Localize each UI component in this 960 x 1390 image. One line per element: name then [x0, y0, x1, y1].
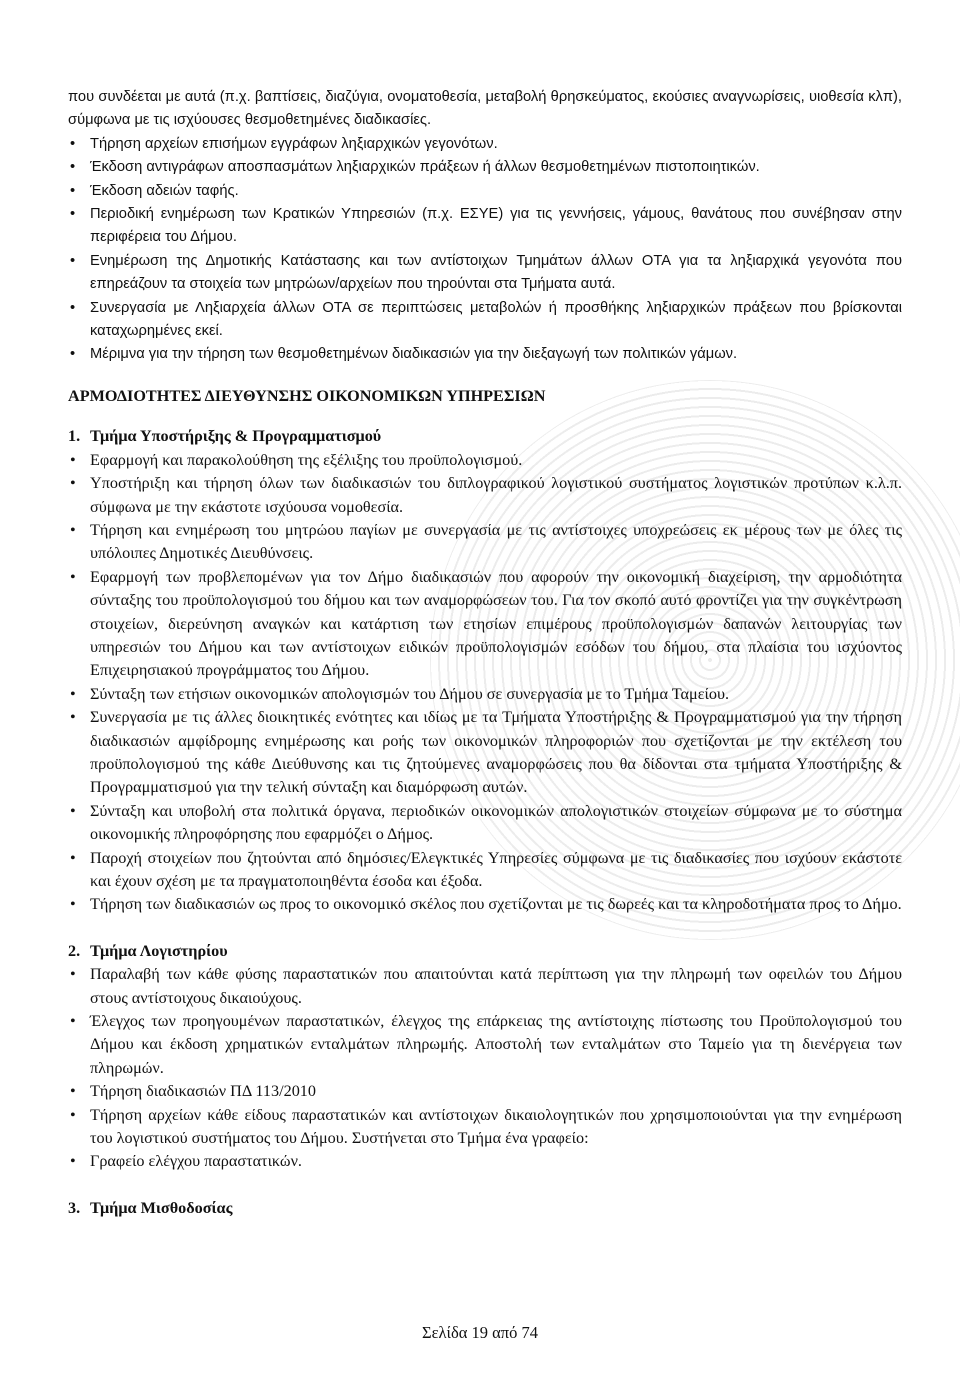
subsection-title-3: 3. Τμήμα Μισθοδοσίας [68, 1198, 233, 1217]
subsection-2-list [68, 963, 902, 1174]
section-title: ΑΡΜΟΔΙΟΤΗΤΕΣ ΔΙΕΥΘΥΝΣΗΣ ΟΙΚΟΝΟΜΙΚΩΝ ΥΠΗΡΕΣΙΩΝ [68, 386, 546, 405]
subsection-1-list [68, 449, 902, 917]
list-item: • Τήρηση και ενημέρωση του μητρώου παγίων με συνεργασία με τις αντίστοιχες υποχρεώσεις εκ μέρους των με όλες τις υπόλοιπες Δημοτικές Διευθύνσεις. [70, 520, 902, 563]
list-item: • Σύνταξη και υποβολή στα πολιτικά όργανα, περιοδικών οικονομικών απολογιστικών στοιχείων σύμφωνα με το σύστημα οικονομικής πληροφόρησης που εφαρμόζει ο Δήμος. [70, 801, 902, 844]
bullet-icon: • [70, 895, 76, 914]
list-item: • Παροχή στοιχείων που ζητούνται από δημόσιες/Ελεγκτικές Υπηρεσίες σύμφωνα με τις διαδικασίες που ισχύουν εκάστοτε και έχουν σχέση με τα πραγματοποιηθέντα έσοδα και έξοδα. [70, 848, 902, 890]
page-footer: Σελίδα 19 από 74 [422, 1323, 538, 1342]
list-item: • Τήρηση αρχείων κάθε είδους παραστατικών και αντίστοιχων δικαιολογητικών που χρησιμοποιούνται για την ενημέρωση του λογιστικού συστήματος του Δήμου. Συστήνεται στο Τμήμα ένα γραφείο: [70, 1105, 902, 1148]
list-item: • Μέριμνα για την τήρηση των θεσμοθετημένων διαδικασιών για την διεξαγωγή των πολιτικών γάμων. [68, 343, 902, 366]
list-item: • Εφαρμογή των προβλεπομένων για τον Δήμο διαδικασιών που αφορούν την οικονομική διαχείριση, την αρμοδιότητα σύνταξης του προϋπολογισμού του δήμου και των αναμορφώσεων του. Για τον σκοπό αυτό φροντίζει για την συγκέντρωση στοιχείων, διερεύνηση αναγκών και κατάρτιση των ετησίων επιμέρους προϋπολογισμών δαπανών λειτουργίας των υπηρεσιών του Δήμου και των αντίστοιχων ειδικών προϋπολογισμών εσόδων του δήμου, στα πλαίσια του ισχύοντος Επιχειρησιακού προγράμματος του Δήμου. [70, 567, 902, 680]
bullet-icon: • [70, 1012, 76, 1031]
list-item: • Έλεγχος των προηγουμένων παραστατικών, έλεγχος της επάρκειας της αντίστοιχης πίστωσης του Προϋπολογισμού του Δήμου και έκδοση χρηματικών ενταλμάτων πληρωμής. Αποστολή των ενταλμάτων στο Ταμείο για τη διενέργεια των πληρωμών. [70, 1012, 902, 1077]
bullet-icon: • [70, 159, 76, 176]
bullet-icon: • [70, 801, 76, 820]
bullet-icon: • [70, 135, 76, 152]
bullet-icon: • [70, 206, 76, 223]
bullet-icon: • [70, 346, 76, 363]
list-item: • Έκδοση αντιγράφων αποσπασμάτων ληξιαρχικών πράξεων ή άλλων θεσμοθετημένων πιστοποιητικών. [68, 156, 902, 179]
bullet-icon: • [70, 520, 76, 539]
list-item: • Γραφείο ελέγχου παραστατικών. [68, 1150, 902, 1173]
list-item: • Συνεργασία με Ληξιαρχεία άλλων ΟΤΑ σε περιπτώσεις μεταβολών ή προσθήκης ληξιαρχικών πράξεων που βρίσκονται καταχωρημένες εκεί. [68, 297, 902, 344]
list-item: • Τήρηση των διαδικασιών ως προς το οικονομικό σκέλος που σχετίζονται με τις δωρεές και τα κληροδοτήματα προς το Δήμο. [68, 893, 902, 916]
list-item: • Ενημέρωση της Δημοτικής Κατάστασης και των αντίστοιχων Τμημάτων άλλων ΟΤΑ για τα ληξιαρχικά γεγονότα που επηρεάζουν τα στοιχεία των μητρώων/αρχείων που τηρούνται στα Τμήματα αυτά. [68, 250, 902, 297]
bullet-icon: • [70, 1105, 76, 1124]
bullet-icon: • [70, 1152, 76, 1171]
bullet-icon: • [70, 848, 76, 867]
top-bullet-list [68, 133, 902, 367]
bullet-icon: • [70, 450, 76, 469]
bullet-icon: • [70, 708, 76, 727]
bullet-icon: • [70, 1082, 76, 1101]
document-body [68, 86, 902, 1220]
list-item: • Συνεργασία με τις άλλες διοικητικές ενότητες και ιδίως με τα Τμήματα Υποστήριξης & Προγραμματισμού για την τήρηση διαδικασιών αμφίδρομης ενημέρωσης και ροής των οικονομικών πληροφοριών που σχετίζονται με την εκτέλεση του προϋπολογισμού της κάθε Διεύθυνσης και τις ζητούμενες αναμορφώσεις που θα δίδονται στα τμήματα Υποστήριξης & Προγραμματισμού για την τελική σύνταξη και διαμόρφωση αυτών. [70, 708, 902, 797]
subsection-title-2: 2. Τμήμα Λογιστηρίου [68, 941, 228, 960]
list-item: • Εφαρμογή και παρακολούθηση της εξέλιξης του προϋπολογισμού. [68, 449, 902, 472]
list-item: • Τήρηση διαδικασιών ΠΔ 113/2010 [68, 1080, 902, 1103]
bullet-icon: • [70, 567, 76, 586]
list-item: • Υποστήριξη και τήρηση όλων των διαδικασιών του διπλογραφικού λογιστικού συστήματος λογιστικών προτύπων κ.λ.π. σύμφωνα με την εκάστοτε ισχύουσα νομοθεσία. [70, 474, 902, 516]
bullet-icon: • [70, 474, 76, 493]
list-item: • Περιοδική ενημέρωση των Κρατικών Υπηρεσιών (π.χ. ΕΣΥΕ) για τις γεννήσεις, γάμους, θανάτους που συνέβησαν στην περιφέρεια του Δήμου. [68, 203, 902, 250]
list-item: • Σύνταξη των ετήσιων οικονομικών απολογισμών του Δήμου σε συνεργασία με το Τμήμα Ταμείου. [68, 683, 902, 706]
subsection-title-1: 1. Τμήμα Υποστήριξης & Προγραμματισμού [68, 427, 382, 446]
list-item: • Παραλαβή των κάθε φύσης παραστατικών που απαιτούνται κατά περίπτωση για την πληρωμή των οφειλών του Δήμου στους αντίστοιχους δικαιούχους. [70, 965, 902, 1007]
list-item: • Τήρηση αρχείων επισήμων εγγράφων ληξιαρχικών γεγονότων. [68, 133, 902, 156]
bullet-icon: • [70, 182, 76, 199]
bullet-icon: • [70, 252, 76, 269]
list-item: • Έκδοση αδειών ταφής. [68, 180, 902, 203]
intro-paragraph: που συνδέεται με αυτά (π.χ. βαπτίσεις, διαζύγια, ονοματοθεσία, μεταβολή θρησκεύματος, εκούσιες αναγνωρίσεις, υιοθεσία κλπ), σύμφωνα με τις ισχύουσες θεσμοθετημένες διαδικασίες. [68, 89, 902, 129]
bullet-icon: • [70, 684, 76, 703]
bullet-icon: • [70, 965, 76, 984]
bullet-icon: • [70, 299, 76, 316]
